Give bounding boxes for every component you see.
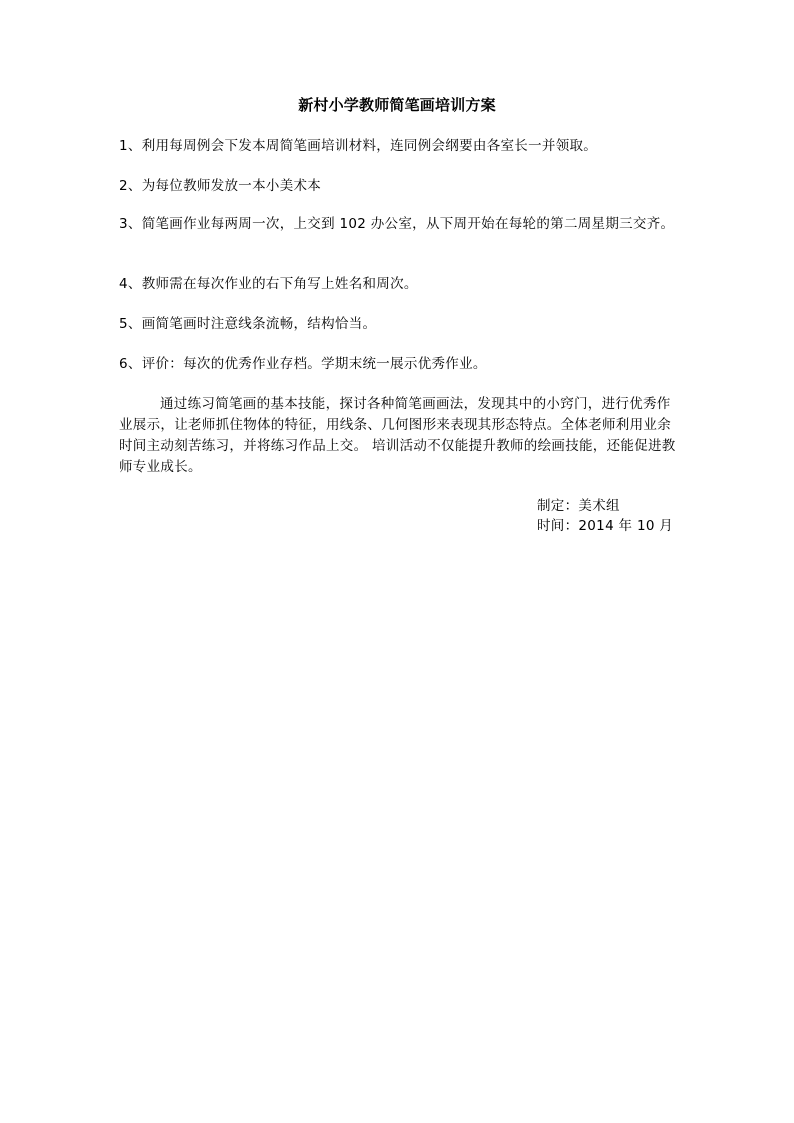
signature-maker: 制定：美术组: [537, 498, 620, 514]
list-item-4: 4、教师需在每次作业的右下角写上姓名和周次。: [119, 276, 418, 292]
signature-time: 时间：2014 年 10 月: [537, 518, 674, 534]
list-item-5: 5、画简笔画时注意线条流畅，结构恰当。: [119, 316, 377, 332]
summary-paragraph: 通过练习简笔画的基本技能，探讨各种简笔画画法，发现其中的小窍门，进行优秀作业展示，让老师抓住物体的特征，用线条、几何图形来表现其形态特点。全体老师利用业余时间主动刻苦练习，并将练习作品上交。 培训活动不仅能提升教师的绘画技能，还能促进教师专业成长。: [119, 396, 676, 475]
document-title: 新村小学教师简笔画培训方案: [298, 96, 496, 114]
list-item-3: 3、简笔画作业每两周一次，上交到 102 办公室，从下周开始在每轮的第二周星期三交齐。: [119, 216, 675, 232]
list-item-1: 1、利用每周例会下发本周简笔画培训材料，连同例会纲要由各室长一并领取。: [119, 138, 598, 154]
list-item-6: 6、评价：每次的优秀作业存档。学期末统一展示优秀作业。: [119, 356, 487, 372]
list-item-2: 2、为每位教师发放一本小美术本: [119, 178, 322, 194]
